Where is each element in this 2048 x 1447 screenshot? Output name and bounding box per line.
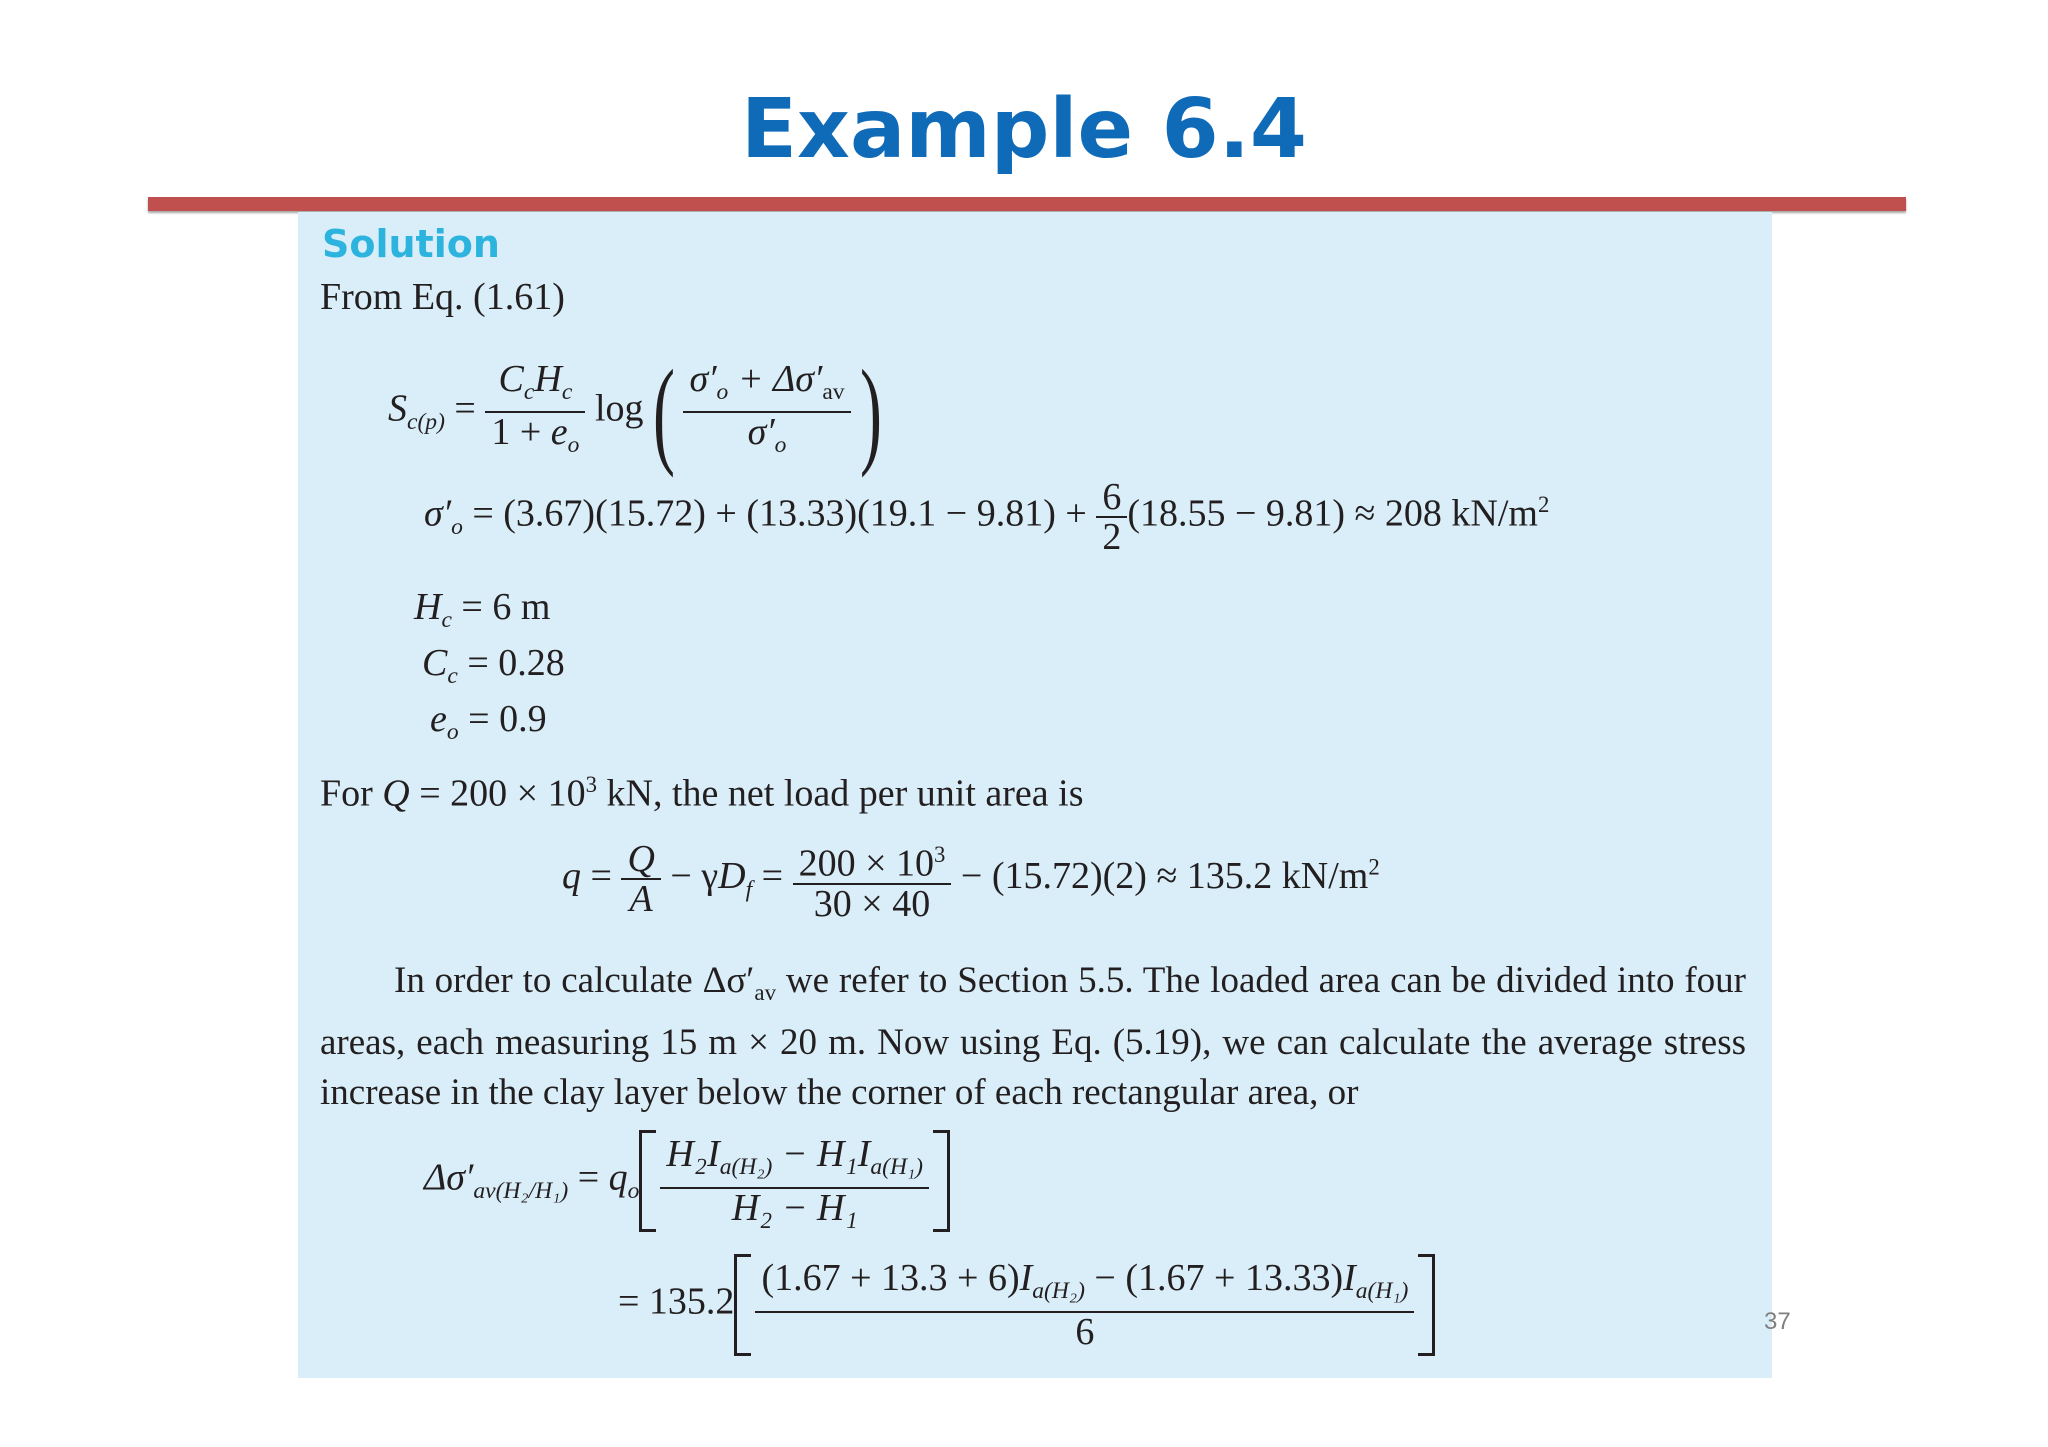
hc-sub: c (441, 607, 452, 634)
eq1-num-sub1: c (523, 379, 535, 405)
eq1-lhs: S (388, 387, 407, 430)
q-df-sub: f (745, 876, 753, 903)
para-before: In order to calculate Δσ′ (394, 960, 755, 1001)
sigma-frac-num: 6 (1096, 478, 1127, 518)
avg2-num-i1: I (1019, 1257, 1033, 1300)
avg2-num-i2: I (1343, 1257, 1356, 1300)
hc-equation (414, 588, 550, 639)
avg-num-sub2: a(H₁) (870, 1154, 923, 1181)
cc-sub: c (447, 663, 458, 690)
q-f1-num: Q (621, 840, 660, 880)
eq1-inner-num-b: + Δσ′ (728, 357, 823, 400)
avg2-num-sub1: a(H₂) (1032, 1278, 1085, 1305)
avg2-bracket-left (734, 1254, 751, 1356)
eq1-log: log (594, 387, 644, 430)
settlement-equation: $S_{c(p)}$ = $\frac{C_cH_c}{1 + e_o}$ log( $\frac{\sigma'_o + \Delta\sigma'_{av}}{\sigma'_o}$ ) (388, 345, 882, 478)
load-post: kN, the net load per unit area is (597, 772, 1084, 815)
load-statement (320, 766, 1083, 813)
eq1-num-c: C (498, 357, 524, 400)
q-eq: = (581, 855, 622, 898)
page-number: 37 (1764, 1308, 1791, 1335)
sigma-part1: = (3.67)(15.72) + (13.33)(19.1 − 9.81) + (462, 492, 1097, 535)
avg2-num-a: (1.67 + 13.3 + 6) (761, 1257, 1020, 1300)
avg2-lead: = 135.2 (618, 1280, 735, 1323)
eo-sub: o (446, 719, 459, 746)
title-divider (148, 197, 1906, 211)
avg2-num-mid: − (1.67 + 13.33) (1084, 1257, 1344, 1300)
load-sup: 3 (585, 772, 598, 797)
q-minus: − γ (660, 855, 719, 898)
avg2-bracket-right (1418, 1254, 1435, 1356)
load-pre: For (320, 772, 383, 815)
slide-title: Example 6.4 (741, 82, 1307, 177)
eq1-num-sub2: c (561, 379, 573, 405)
avg2-den: 6 (1075, 1310, 1095, 1353)
eo-rest: = 0.9 (458, 698, 547, 740)
avg-q-sub: o (627, 1177, 640, 1204)
q-rest: − (15.72)(2) ≈ 135.2 kN/m (951, 855, 1369, 898)
q-rest-sup: 2 (1368, 854, 1380, 880)
avg2-fraction (755, 1257, 1414, 1353)
effective-stress-equation (424, 478, 1549, 556)
load-mid: = 200 × 10 (409, 772, 586, 815)
load-var: Q (382, 772, 410, 815)
eq1-den-e: e (550, 411, 568, 453)
eq1-inner-den-sub: o (774, 432, 787, 459)
solution-heading: Solution (322, 222, 500, 266)
avg2-num-sub2: a(H₁) (1355, 1278, 1409, 1305)
q-eq2: = (752, 855, 793, 898)
eq1-inner-den: σ′ (747, 411, 775, 453)
q-f2-num-sup: 3 (934, 842, 946, 867)
eq1-right-paren: ) (859, 345, 882, 478)
avg-q: q (608, 1156, 628, 1199)
sigma-lhs: σ′ (424, 492, 452, 535)
eq1-inner-num-sub: o (716, 379, 729, 405)
para-sub: av (754, 980, 777, 1006)
eq1-den: 1 + (491, 411, 551, 453)
hc-var: H (414, 586, 442, 628)
sigma-part2: (18.55 − 9.81) ≈ 208 kN/m (1127, 492, 1538, 535)
average-stress-substitution (618, 1254, 1435, 1356)
sigma-frac-den: 2 (1102, 516, 1122, 558)
q-fraction1 (621, 838, 660, 921)
net-load-equation (562, 836, 1380, 923)
intro-text: From Eq. (1.61) (320, 276, 565, 318)
hc-rest: = 6 m (451, 586, 551, 628)
avg-den: H₂ − H₁ (731, 1186, 858, 1229)
avg-bracket-left (639, 1130, 656, 1232)
avg-num-sub1: a(H₂) (719, 1154, 773, 1181)
avg-fraction (660, 1133, 929, 1229)
q-fraction2 (793, 836, 952, 923)
sigma-fraction (1096, 478, 1127, 556)
eq1-den-sub: o (567, 432, 580, 459)
avg-num-mid: − H₁I (772, 1133, 871, 1176)
eq1-log-fraction (683, 357, 850, 464)
avg-bracket-right (933, 1130, 950, 1232)
avg-num: H₂I (666, 1133, 720, 1176)
para-after: we refer to Section 5.5. The loaded area can be divided into four areas, each measuring 15 m × 20 m. Now using Eq. (5.19), we can calculate the average stress increase in the clay layer below the corner of each rectangular area, or (320, 960, 1747, 1114)
cc-equation (422, 644, 565, 695)
eq1-num-h: H (534, 357, 562, 400)
avg-lhs-sub: av(H₂/H₁) (473, 1177, 569, 1204)
cc-rest: = 0.28 (457, 642, 565, 684)
sigma-lhs-sub: o (451, 513, 463, 540)
avg-lhs: Δσ′ (424, 1156, 474, 1199)
eo-equation (430, 700, 547, 751)
explanation-paragraph (320, 956, 1746, 1118)
cc-var: C (422, 642, 448, 684)
eq1-inner-num-sub2: av (822, 379, 845, 405)
sigma-part2-sup: 2 (1537, 492, 1550, 518)
q-df: D (718, 855, 746, 898)
q-lhs: q (562, 855, 581, 898)
avg-eq: = (568, 1156, 609, 1199)
q-f1-den: A (629, 878, 653, 921)
eo-var: e (430, 698, 447, 740)
eq1-lhs-sub: c(p) (407, 408, 445, 435)
q-f2-num: 200 × 10 (798, 842, 934, 885)
eq1-inner-num: σ′ (689, 357, 717, 400)
q-f2-den: 30 × 40 (813, 882, 931, 925)
average-stress-equation (424, 1130, 950, 1232)
eq1-fraction (485, 357, 585, 464)
eq1-left-paren: ( (652, 345, 675, 478)
